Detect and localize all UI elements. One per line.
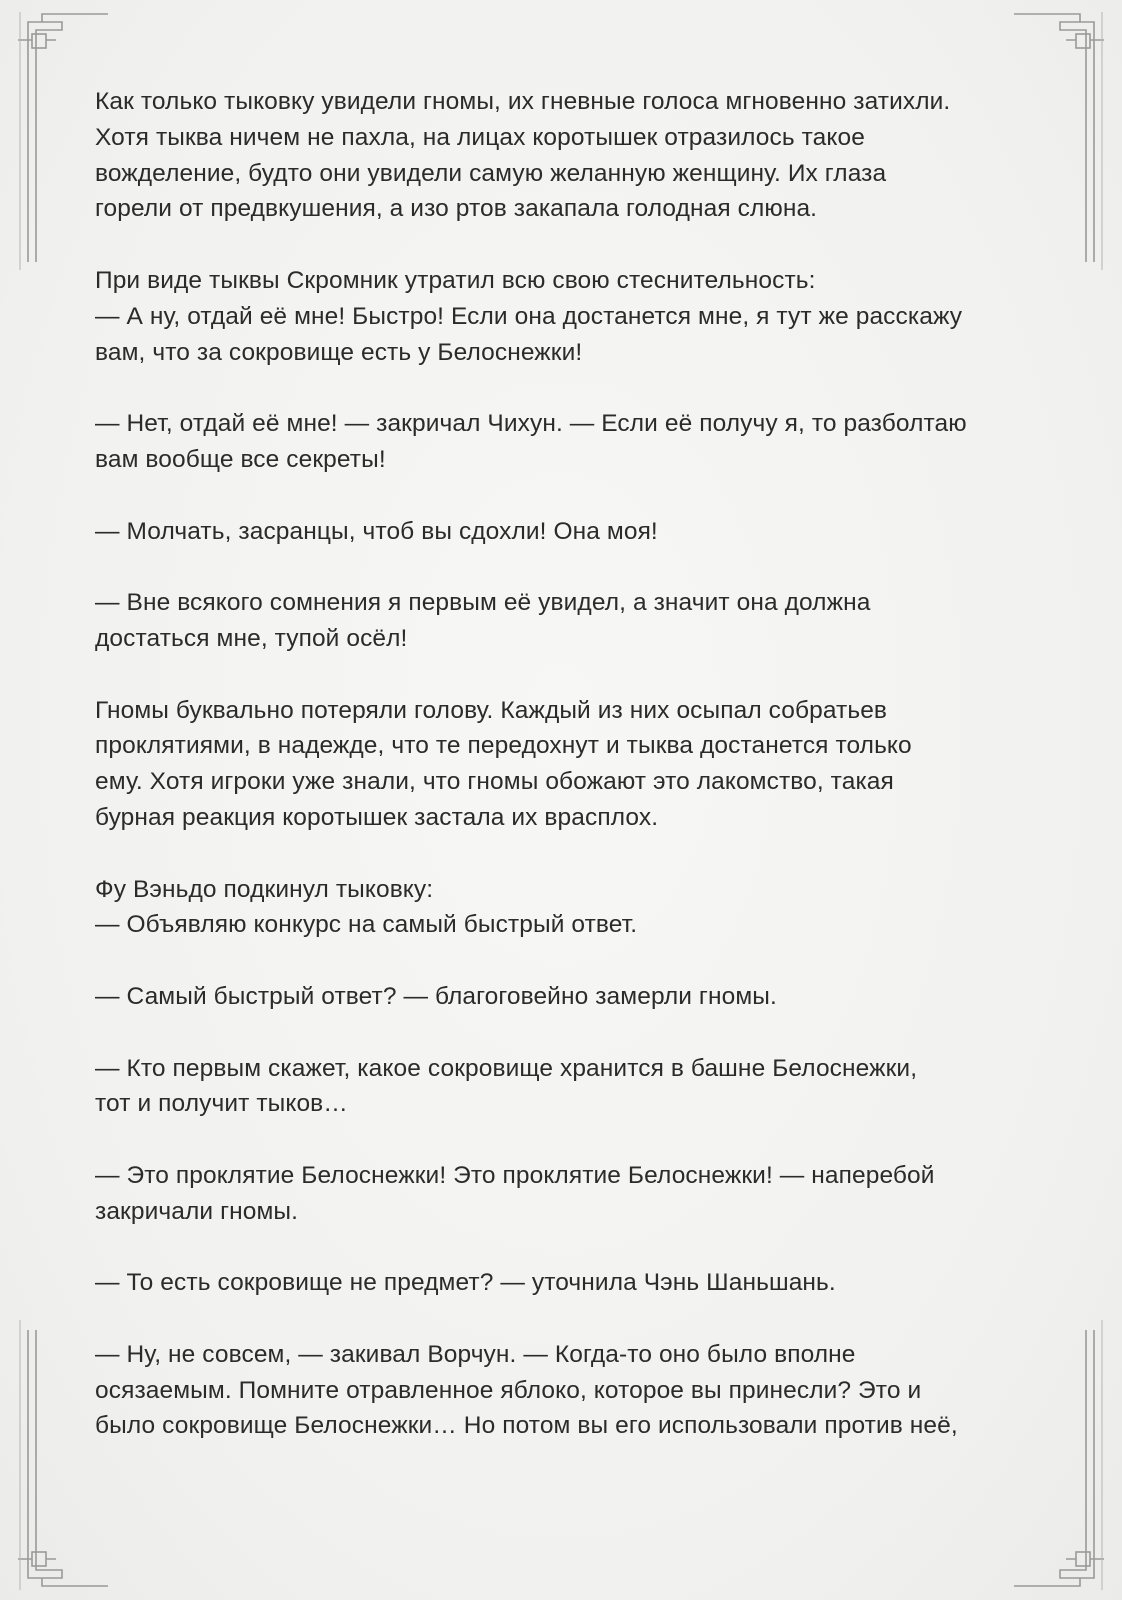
- text-line: — Молчать, засранцы, чтоб вы сдохли! Она моя!: [95, 517, 658, 545]
- text-line: бурная реакция коротышек застала их врасплох.: [95, 803, 659, 831]
- text-line: — Ну, не совсем, — закивал Ворчун. — Когда-то оно было вполне: [95, 1340, 856, 1368]
- text-line: ему. Хотя игроки уже знали, что гномы обожают это лакомство, такая: [95, 768, 894, 796]
- text-line: — Вне всякого сомнения я первым её увидел, а значит она должна: [95, 589, 871, 617]
- text-line: закричали гномы.: [95, 1197, 299, 1225]
- story-text: [95, 84, 1035, 1480]
- text-line: — Объявляю конкурс на самый быстрый ответ.: [95, 911, 638, 939]
- paragraph-8: [95, 979, 1035, 1015]
- text-line: осязаемым. Помните отравленное яблоко, которое вы принесли? Это и: [95, 1376, 922, 1404]
- text-line: вам вообще все секреты!: [95, 445, 386, 473]
- text-line: Как только тыковку увидели гномы, их гневные голоса мгновенно затихли.: [95, 88, 951, 115]
- text-line: вам, что за сокровище есть у Белоснежки!: [95, 338, 583, 366]
- text-line: — Кто первым скажет, какое сокровище хранится в башне Белоснежки,: [95, 1054, 918, 1082]
- text-line: Гномы буквально потеряли голову. Каждый из них осыпал собратьев: [95, 696, 888, 724]
- text-line: проклятиями, в надежде, что те передохнут и тыква достанется только: [95, 732, 912, 760]
- paragraph-1: [95, 84, 1035, 227]
- text-line: При виде тыквы Скромник утратил всю свою стеснительность:: [95, 266, 816, 294]
- text-line: — А ну, отдай её мне! Быстро! Если она достанется мне, я тут же расскажу: [95, 302, 963, 330]
- paragraph-11: [95, 1265, 1035, 1301]
- paragraph-5: [95, 585, 1035, 657]
- text-line: вожделение, будто они увидели самую желанную женщину. Их глаза: [95, 159, 887, 187]
- text-line: тот и получит тыков…: [95, 1090, 348, 1118]
- paragraph-4: [95, 514, 1035, 550]
- text-line: Хотя тыква ничем не пахла, на лицах коротышек отразилось такое: [95, 123, 865, 151]
- paragraph-10: [95, 1158, 1035, 1230]
- text-line: достаться мне, тупой осёл!: [95, 624, 408, 652]
- text-line: Фу Вэньдо подкинул тыковку:: [95, 875, 434, 903]
- paragraph-7: [95, 872, 1035, 944]
- text-line: — Нет, отдай её мне! — закричал Чихун. — Если её получу я, то разболтаю: [95, 410, 967, 438]
- text-line: — То есть сокровище не предмет? — уточнила Чэнь Шаньшань.: [95, 1269, 836, 1297]
- paragraph-2: [95, 263, 1035, 370]
- text-line: было сокровище Белоснежки… Но потом вы его использовали против неё,: [95, 1412, 958, 1440]
- paragraph-6: [95, 693, 1035, 836]
- text-line: — Самый быстрый ответ? — благоговейно замерли гномы.: [95, 982, 777, 1010]
- text-line: — Это проклятие Белоснежки! Это проклятие Белоснежки! — наперебой: [95, 1161, 935, 1189]
- text-line: горели от предвкушения, а изо ртов закапала голодная слюна.: [95, 195, 818, 223]
- paragraph-12: [95, 1337, 1035, 1444]
- paragraph-3: [95, 406, 1035, 478]
- paragraph-9: [95, 1051, 1035, 1123]
